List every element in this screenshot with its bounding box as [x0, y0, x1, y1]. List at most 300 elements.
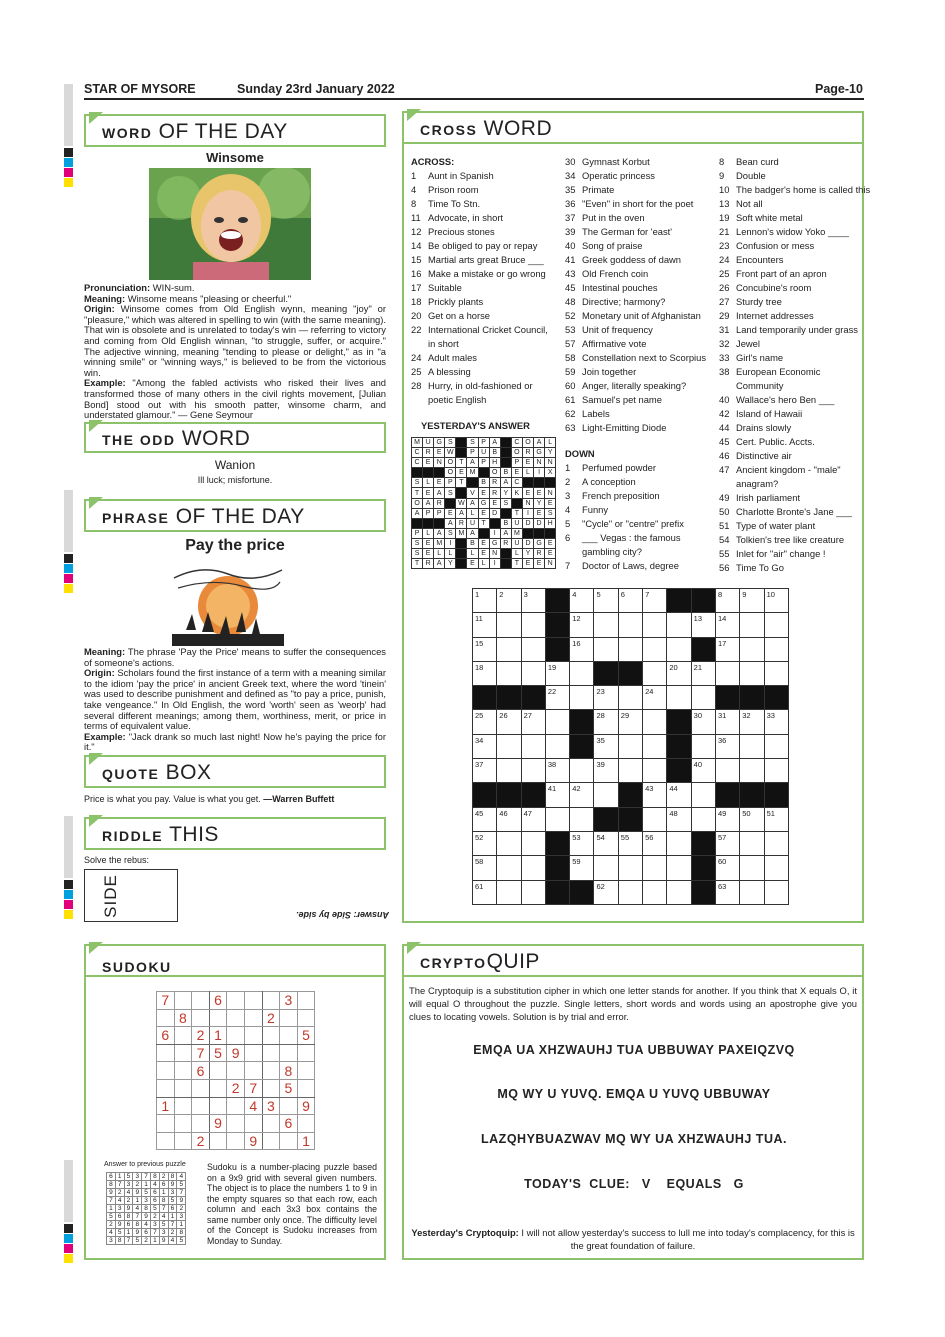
- sudoku-cell[interactable]: [262, 1044, 280, 1062]
- crossword-cell[interactable]: [764, 856, 788, 880]
- crossword-cell[interactable]: [764, 759, 788, 783]
- sudoku-grid: [156, 991, 315, 1150]
- sudoku-cell[interactable]: [280, 1009, 298, 1027]
- clue: 42 Island of Hawaii: [719, 408, 803, 419]
- crossword-cell[interactable]: 58: [473, 856, 497, 880]
- odd-word-meaning: Ill luck; misfortune.: [197, 475, 273, 485]
- clue: 40 Song of praise: [565, 240, 643, 251]
- crossword-cell[interactable]: 28: [594, 710, 618, 734]
- crossword-cell[interactable]: [497, 637, 521, 661]
- crossword-cell[interactable]: 30: [691, 710, 715, 734]
- sudoku-cell[interactable]: [192, 992, 210, 1010]
- crossword-cell[interactable]: [618, 734, 642, 758]
- crossword-cell[interactable]: [618, 637, 642, 661]
- crossword-cell[interactable]: [497, 734, 521, 758]
- clue: 10 The badger's home is called this: [719, 184, 871, 195]
- answer-cell: [456, 538, 467, 548]
- answer-cell: 7: [124, 1237, 133, 1245]
- sudoku-cell[interactable]: [280, 1132, 298, 1150]
- crossword-cell[interactable]: 44: [667, 783, 691, 807]
- crossword-cell[interactable]: [594, 613, 618, 637]
- crossword-cell[interactable]: [521, 613, 545, 637]
- flag-icon: [89, 112, 103, 124]
- sudoku-cell[interactable]: [280, 1027, 298, 1045]
- crossword-cell: [691, 637, 715, 661]
- crossword-cell[interactable]: [764, 831, 788, 855]
- crossword-cell[interactable]: 6: [618, 589, 642, 613]
- crossword-cell[interactable]: 19: [545, 661, 569, 685]
- answer-cell: X: [545, 468, 556, 478]
- crossword-cell[interactable]: [545, 807, 569, 831]
- clue: 46 Distinctive air: [719, 450, 792, 461]
- crossword-cell: [691, 880, 715, 904]
- clue: 16 Make a mistake or go wrong: [411, 268, 546, 279]
- clue: 44 Drains slowly: [719, 422, 792, 433]
- color-mark: [64, 900, 73, 909]
- crossword-cell[interactable]: 21: [691, 661, 715, 685]
- answer-cell: C: [412, 448, 423, 458]
- crossword-cell[interactable]: [764, 880, 788, 904]
- section-title: QUIP: [486, 950, 540, 973]
- sudoku-cell[interactable]: [227, 1009, 245, 1027]
- crossword-cell[interactable]: [740, 661, 764, 685]
- sudoku-cell[interactable]: [174, 1044, 192, 1062]
- crossword-cell: [715, 783, 739, 807]
- crossword-cell[interactable]: [691, 686, 715, 710]
- crossword-cell[interactable]: 31: [715, 710, 739, 734]
- crossword-cell[interactable]: [643, 759, 667, 783]
- crossword-cell[interactable]: [570, 807, 594, 831]
- clue: 39 The German for 'east': [565, 226, 673, 237]
- crossword-cell[interactable]: 38: [545, 759, 569, 783]
- answer-cell: E: [434, 448, 445, 458]
- crossword-cell[interactable]: [643, 613, 667, 637]
- crossword-cell[interactable]: 43: [643, 783, 667, 807]
- crossword-cell[interactable]: [497, 613, 521, 637]
- crossword-cell[interactable]: 50: [740, 807, 764, 831]
- sudoku-cell[interactable]: [174, 992, 192, 1010]
- flag-icon: [89, 753, 103, 765]
- crossword-cell[interactable]: 20: [667, 661, 691, 685]
- clue: Community: [736, 380, 784, 391]
- clue: 25 A blessing: [411, 366, 471, 377]
- sudoku-cell[interactable]: [244, 1115, 262, 1133]
- crossword-cell[interactable]: [643, 710, 667, 734]
- crossword-cell[interactable]: 7: [643, 589, 667, 613]
- crossword-cell[interactable]: 42: [570, 783, 594, 807]
- clue: 37 Put in the oven: [565, 212, 645, 223]
- crossword-cell[interactable]: 53: [570, 831, 594, 855]
- crossword-cell[interactable]: 37: [473, 759, 497, 783]
- crossword-cell[interactable]: [764, 661, 788, 685]
- clue: 49 Irish parliament: [719, 492, 801, 503]
- crossword-cell[interactable]: [594, 637, 618, 661]
- sudoku-cell[interactable]: [192, 1009, 210, 1027]
- sudoku-cell[interactable]: [209, 1079, 227, 1097]
- crossword-cell[interactable]: [521, 661, 545, 685]
- sudoku-cell[interactable]: [227, 1132, 245, 1150]
- crossword-cell[interactable]: [545, 734, 569, 758]
- crossword-cell[interactable]: 18: [473, 661, 497, 685]
- section-title-small: QUOTE: [102, 766, 160, 782]
- crossword-header: [402, 111, 864, 144]
- crossword-cell[interactable]: 33: [764, 710, 788, 734]
- clue: 20 Get on a horse: [411, 310, 491, 321]
- crossword-cell[interactable]: 24: [643, 686, 667, 710]
- crossword-cell[interactable]: [667, 856, 691, 880]
- clue: 27 Sturdy tree: [719, 296, 782, 307]
- answer-cell: 4: [159, 1213, 168, 1221]
- sudoku-cell[interactable]: [297, 1115, 315, 1133]
- crossword-cell[interactable]: [740, 613, 764, 637]
- crossword-cell[interactable]: [570, 686, 594, 710]
- crossword-cell[interactable]: 16: [570, 637, 594, 661]
- cipher-line-3: LAZQHYBUAZWAV MQ WY UA XHZWAUHJ TUA.: [481, 1132, 787, 1146]
- crossword-cell[interactable]: 25: [473, 710, 497, 734]
- sudoku-cell[interactable]: [174, 1079, 192, 1097]
- sudoku-cell[interactable]: [174, 1097, 192, 1115]
- crossword-cell[interactable]: [715, 759, 739, 783]
- crossword-cell[interactable]: [764, 637, 788, 661]
- cryptoquip-header: [402, 944, 864, 977]
- sudoku-cell[interactable]: [157, 1079, 175, 1097]
- paper-name: STAR OF MYSORE: [84, 82, 196, 96]
- crossword-cell[interactable]: 1: [473, 589, 497, 613]
- answer-cell: [456, 559, 467, 569]
- sudoku-cell[interactable]: [174, 1115, 192, 1133]
- answer-cell: K: [511, 488, 522, 498]
- answer-cell: 1: [150, 1237, 159, 1245]
- crossword-cell[interactable]: [667, 686, 691, 710]
- crossword-cell[interactable]: [618, 880, 642, 904]
- crossword-cell[interactable]: 36: [715, 734, 739, 758]
- crossword-cell[interactable]: [667, 613, 691, 637]
- answer-cell: 7: [115, 1181, 124, 1189]
- flag-icon: [89, 942, 103, 954]
- crossword-cell[interactable]: 57: [715, 831, 739, 855]
- answer-cell: I: [522, 508, 533, 518]
- crossword-cell[interactable]: 61: [473, 880, 497, 904]
- clue: 50 Charlotte Bronte's Jane ___: [719, 506, 852, 517]
- sudoku-cell[interactable]: [192, 1079, 210, 1097]
- answer-cell: E: [445, 508, 456, 518]
- crossword-cell[interactable]: 40: [691, 759, 715, 783]
- answer-cell: E: [478, 508, 489, 518]
- sudoku-cell[interactable]: [209, 1062, 227, 1080]
- crossword-cell[interactable]: 15: [473, 637, 497, 661]
- color-mark: [64, 910, 73, 919]
- sudoku-cell[interactable]: [262, 1079, 280, 1097]
- answer-cell: 8: [142, 1205, 151, 1213]
- quote-box-header: [84, 755, 386, 788]
- sudoku-cell[interactable]: [157, 1115, 175, 1133]
- crossword-cell[interactable]: [618, 686, 642, 710]
- sudoku-cell[interactable]: [297, 1009, 315, 1027]
- sudoku-cell[interactable]: [157, 1009, 175, 1027]
- answer-cell: 3: [115, 1205, 124, 1213]
- crossword-cell[interactable]: [667, 831, 691, 855]
- answer-cell: G: [534, 538, 545, 548]
- answer-cell: [467, 478, 478, 488]
- crossword-cell[interactable]: 62: [594, 880, 618, 904]
- crossword-cell[interactable]: 9: [740, 589, 764, 613]
- sudoku-cell[interactable]: [297, 992, 315, 1010]
- odd-word-header: [84, 422, 386, 453]
- sudoku-cell[interactable]: [227, 992, 245, 1010]
- sudoku-cell[interactable]: [297, 1044, 315, 1062]
- answer-cell: A: [456, 508, 467, 518]
- sudoku-cell[interactable]: [157, 1132, 175, 1150]
- crossword-cell[interactable]: 2: [497, 589, 521, 613]
- answer-cell: 4: [168, 1237, 177, 1245]
- sudoku-cell[interactable]: [280, 1044, 298, 1062]
- answer-cell: 9: [159, 1237, 168, 1245]
- sudoku-cell[interactable]: [244, 1027, 262, 1045]
- sudoku-cell[interactable]: [297, 1079, 315, 1097]
- crossword-cell[interactable]: [497, 831, 521, 855]
- crossword-cell[interactable]: [521, 637, 545, 661]
- crossword-cell[interactable]: 10: [764, 589, 788, 613]
- sudoku-cell: 4: [244, 1097, 262, 1115]
- clue: 60 Anger, literally speaking?: [565, 380, 687, 391]
- color-mark: [64, 168, 73, 177]
- clue: 33 Girl's name: [719, 352, 784, 363]
- crossword-cell[interactable]: [497, 856, 521, 880]
- crossword-cell[interactable]: 51: [764, 807, 788, 831]
- answer-cell: L: [522, 468, 533, 478]
- crossword-cell[interactable]: [740, 637, 764, 661]
- crossword-cell[interactable]: [715, 661, 739, 685]
- crossword-cell[interactable]: 13: [691, 613, 715, 637]
- clue: 14 Be obliged to pay or repay: [411, 240, 538, 251]
- answer-cell: E: [511, 468, 522, 478]
- sudoku-cell[interactable]: [157, 1044, 175, 1062]
- sudoku-cell[interactable]: [244, 1062, 262, 1080]
- answer-cell: E: [534, 559, 545, 569]
- crossword-cell[interactable]: 26: [497, 710, 521, 734]
- crossword-cell[interactable]: [521, 734, 545, 758]
- crossword-cell[interactable]: 48: [667, 807, 691, 831]
- crossword-cell[interactable]: [497, 880, 521, 904]
- crossword-cell[interactable]: 27: [521, 710, 545, 734]
- crossword-cell[interactable]: [521, 856, 545, 880]
- sudoku-cell[interactable]: [192, 1115, 210, 1133]
- crossword-cell[interactable]: 17: [715, 637, 739, 661]
- crossword-cell[interactable]: 60: [715, 856, 739, 880]
- crossword-cell[interactable]: [521, 759, 545, 783]
- answer-cell: 2: [107, 1221, 116, 1229]
- answer-cell: E: [478, 538, 489, 548]
- crossword-cell[interactable]: [691, 734, 715, 758]
- answer-cell: L: [478, 559, 489, 569]
- answer-cell: 6: [107, 1173, 116, 1181]
- clue: 19 Soft white metal: [719, 212, 803, 223]
- sudoku-cell[interactable]: [174, 1027, 192, 1045]
- crossword-cell[interactable]: [643, 734, 667, 758]
- answer-cell: E: [423, 458, 434, 468]
- crossword-cell[interactable]: [691, 807, 715, 831]
- color-mark: [64, 554, 73, 563]
- crossword-cell[interactable]: 49: [715, 807, 739, 831]
- answer-cell: 2: [177, 1205, 186, 1213]
- sudoku-cell: 1: [297, 1132, 315, 1150]
- crossword-cell[interactable]: [740, 759, 764, 783]
- crossword-cell[interactable]: [740, 880, 764, 904]
- crossword-cell[interactable]: [691, 783, 715, 807]
- sudoku-cell[interactable]: [192, 1097, 210, 1115]
- crossword-cell[interactable]: 39: [594, 759, 618, 783]
- sudoku-cell[interactable]: [174, 1062, 192, 1080]
- answer-cell: E: [467, 559, 478, 569]
- answer-cell: 5: [168, 1197, 177, 1205]
- sudoku-cell[interactable]: [227, 1097, 245, 1115]
- sudoku-cell[interactable]: [227, 1115, 245, 1133]
- crossword-cell[interactable]: [618, 856, 642, 880]
- crossword-cell[interactable]: 11: [473, 613, 497, 637]
- clue: 31 Land temporarily under grass: [719, 324, 858, 335]
- answer-cell: D: [534, 518, 545, 528]
- crossword-cell[interactable]: 34: [473, 734, 497, 758]
- color-mark: [64, 178, 73, 187]
- sudoku-cell: 6: [192, 1062, 210, 1080]
- crossword-cell[interactable]: [643, 637, 667, 661]
- crossword-cell[interactable]: [594, 856, 618, 880]
- answer-cell: N: [534, 458, 545, 468]
- sudoku-cell[interactable]: [209, 1009, 227, 1027]
- answer-cell: A: [467, 528, 478, 538]
- crossword-cell[interactable]: 4: [570, 589, 594, 613]
- crossword-cell[interactable]: 29: [618, 710, 642, 734]
- crossword-cell[interactable]: [545, 710, 569, 734]
- crossword-cell[interactable]: [643, 856, 667, 880]
- sudoku-cell[interactable]: [280, 1097, 298, 1115]
- word-definition: Pronunciation: WIN-sum. Meaning: Winsome means "pleasing or cheerful." Origin: Winsome comes from Old English wynn, meaning "joy" or "pleasure," which was altered in spelling to win (with the same meaning). That win is obsolete and is unrelated to today's win — referring to victory and coming from Old English winnan, "to struggle, suffer, or acquire." The adjective winning, meaning "tending to please or delight," as in "a winning smile" or "winning ways," is believed to be from the victorious win. Example: "Among the fabled activists who risked their lives and transformed those of many others in the civil rights movement, [Julian Bond] stood out with his smooth patter, winsome charm, and understated glamour." — Gene Seymour: [84, 282, 386, 421]
- crossword-cell[interactable]: 63: [715, 880, 739, 904]
- crossword-cell[interactable]: 22: [545, 686, 569, 710]
- sudoku-cell[interactable]: [209, 1132, 227, 1150]
- crossword-cell[interactable]: 56: [643, 831, 667, 855]
- yesterday-cryptoquip: Yesterday's Cryptoquip: I will not allow yesterday's success to lull me into today's complacency, for this is the great foundation of failure.: [411, 1227, 855, 1251]
- answer-cell: B: [500, 518, 511, 528]
- crossword-cell[interactable]: [764, 734, 788, 758]
- clue: 61 Samuel's pet name: [565, 394, 662, 405]
- sudoku-cell[interactable]: [227, 1062, 245, 1080]
- answer-cell: R: [489, 488, 500, 498]
- sudoku-cell[interactable]: [262, 1027, 280, 1045]
- crossword-cell[interactable]: [667, 637, 691, 661]
- sudoku-cell[interactable]: [297, 1062, 315, 1080]
- answer-cell: 6: [124, 1221, 133, 1229]
- answer-cell: L: [467, 508, 478, 518]
- down-label: DOWN: [565, 448, 595, 459]
- crossword-cell[interactable]: [618, 759, 642, 783]
- crossword-cell[interactable]: [643, 807, 667, 831]
- crossword-cell[interactable]: [570, 759, 594, 783]
- sudoku-cell[interactable]: [244, 1009, 262, 1027]
- sudoku-cell[interactable]: [157, 1062, 175, 1080]
- crossword-cell[interactable]: 41: [545, 783, 569, 807]
- crossword-cell[interactable]: [740, 831, 764, 855]
- crossword-cell[interactable]: [740, 856, 764, 880]
- sudoku-cell[interactable]: [262, 1132, 280, 1150]
- crossword-cell[interactable]: 46: [497, 807, 521, 831]
- answer-cell: Y: [500, 488, 511, 498]
- answer-cell: P: [511, 458, 522, 468]
- crossword-cell[interactable]: [740, 734, 764, 758]
- answer-cell: 7: [133, 1213, 142, 1221]
- color-mark: [64, 1254, 73, 1263]
- crossword-cell[interactable]: 5: [594, 589, 618, 613]
- crossword-cell[interactable]: 47: [521, 807, 545, 831]
- answer-cell: 6: [159, 1181, 168, 1189]
- crossword-cell[interactable]: 45: [473, 807, 497, 831]
- crossword-cell[interactable]: [643, 661, 667, 685]
- crossword-cell[interactable]: 59: [570, 856, 594, 880]
- color-mark: [64, 1234, 73, 1243]
- clue: 35 Primate: [565, 184, 615, 195]
- crossword-cell[interactable]: 55: [618, 831, 642, 855]
- answer-cell: 7: [159, 1205, 168, 1213]
- crossword-cell[interactable]: 35: [594, 734, 618, 758]
- answer-cell: 8: [107, 1181, 116, 1189]
- crossword-cell[interactable]: [667, 880, 691, 904]
- answer-cell: 9: [177, 1197, 186, 1205]
- crossword-cell: [570, 734, 594, 758]
- answer-cell: 4: [107, 1229, 116, 1237]
- crossword-cell[interactable]: [521, 880, 545, 904]
- sudoku-cell[interactable]: [244, 992, 262, 1010]
- crossword-cell[interactable]: 32: [740, 710, 764, 734]
- clue: 11 Advocate, in short: [411, 212, 504, 223]
- crossword-cell[interactable]: 12: [570, 613, 594, 637]
- answer-cell: E: [434, 478, 445, 488]
- crossword-cell[interactable]: 23: [594, 686, 618, 710]
- crossword-cell[interactable]: 8: [715, 589, 739, 613]
- clue-list: [565, 461, 706, 573]
- answer-cell: O: [489, 468, 500, 478]
- crossword-cell[interactable]: 52: [473, 831, 497, 855]
- crossword-cell[interactable]: [764, 613, 788, 637]
- crossword-cell[interactable]: [643, 880, 667, 904]
- answer-cell: A: [434, 488, 445, 498]
- sudoku-cell[interactable]: [227, 1027, 245, 1045]
- crossword-cell[interactable]: [594, 783, 618, 807]
- sudoku-cell[interactable]: [262, 992, 280, 1010]
- crossword-cell[interactable]: 3: [521, 589, 545, 613]
- crossword-cell[interactable]: [497, 759, 521, 783]
- sudoku-cell[interactable]: [174, 1132, 192, 1150]
- answer-cell: 9: [124, 1205, 133, 1213]
- answer-cell: 3: [124, 1181, 133, 1189]
- crossword-cell[interactable]: [497, 661, 521, 685]
- sudoku-cell[interactable]: [244, 1044, 262, 1062]
- sudoku-cell[interactable]: [209, 1097, 227, 1115]
- answer-cell: B: [467, 538, 478, 548]
- clue: 7 Doctor of Laws, degree: [565, 560, 679, 571]
- crossword-cell[interactable]: [570, 661, 594, 685]
- answer-cell: B: [489, 448, 500, 458]
- sudoku-cell[interactable]: [262, 1115, 280, 1133]
- crossword-cell[interactable]: [618, 613, 642, 637]
- crossword-cell[interactable]: 54: [594, 831, 618, 855]
- phrase-of-the-day-header: [84, 499, 386, 532]
- crossword-cell[interactable]: [521, 831, 545, 855]
- sudoku-cell[interactable]: [262, 1062, 280, 1080]
- crossword-cell[interactable]: 14: [715, 613, 739, 637]
- sudoku-cell: 2: [262, 1009, 280, 1027]
- answer-cell: 8: [124, 1213, 133, 1221]
- answer-cell: E: [423, 549, 434, 559]
